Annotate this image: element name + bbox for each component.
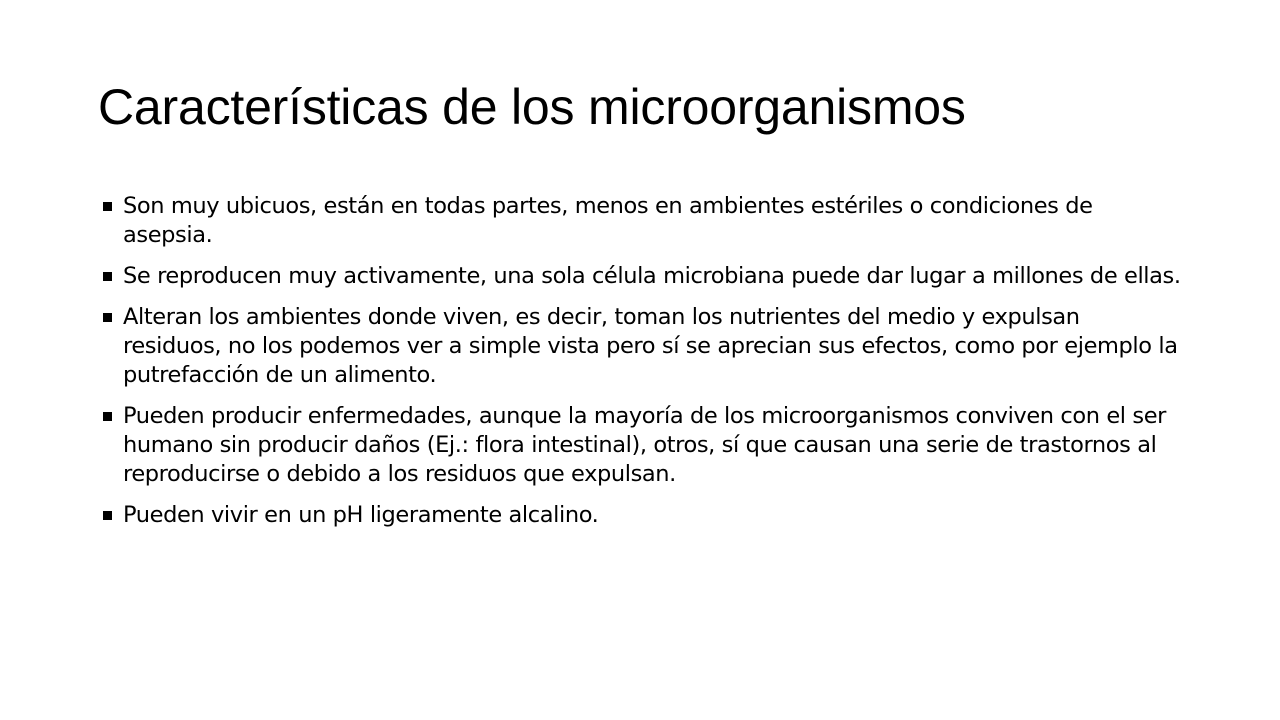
square-bullet-icon bbox=[103, 202, 112, 211]
slide-title: Características de los microorganismos bbox=[98, 79, 966, 135]
bullet-item bbox=[101, 262, 1181, 291]
bullet-text: Son muy ubicuos, están en todas partes, menos en ambientes estériles o condiciones de asepsia. bbox=[123, 193, 1093, 248]
bullet-text: Se reproducen muy activamente, una sola célula microbiana puede dar lugar a millones de ellas. bbox=[123, 263, 1181, 289]
square-bullet-icon bbox=[103, 412, 112, 421]
square-bullet-icon bbox=[103, 511, 112, 520]
bullet-item bbox=[101, 192, 1181, 250]
bullet-item bbox=[101, 303, 1181, 390]
bullet-list bbox=[101, 192, 1181, 542]
bullet-item bbox=[101, 501, 1181, 530]
bullet-text: Alteran los ambientes donde viven, es decir, toman los nutrientes del medio y expulsan residuos, no los podemos ver a simple vista pero sí se aprecian sus efectos, como por ejemplo la putrefacción de un alimento. bbox=[123, 304, 1178, 388]
bullet-text: Pueden producir enfermedades, aunque la mayoría de los microorganismos conviven con el ser humano sin producir daños (Ej.: flora intestinal), otros, sí que causan una serie de trastornos al reproducirse o debido a los residuos que expulsan. bbox=[123, 403, 1167, 487]
square-bullet-icon bbox=[103, 272, 112, 281]
square-bullet-icon bbox=[103, 313, 112, 322]
bullet-text: Pueden vivir en un pH ligeramente alcalino. bbox=[123, 502, 599, 528]
bullet-item bbox=[101, 402, 1181, 489]
